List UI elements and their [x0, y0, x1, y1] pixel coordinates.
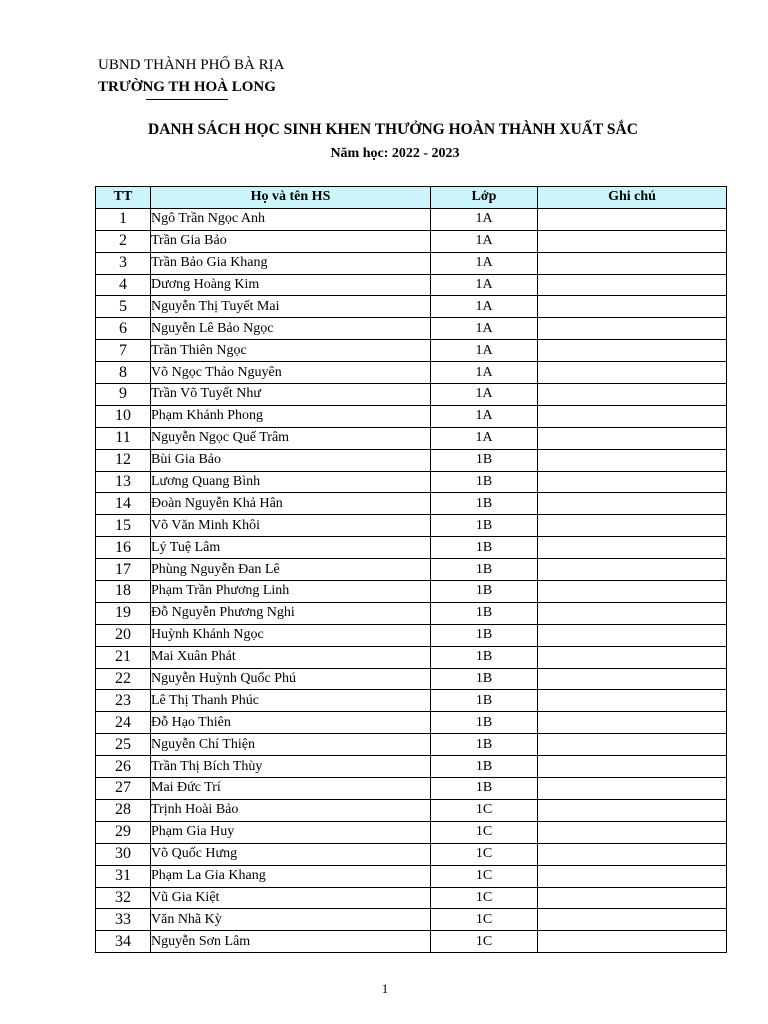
table-row: [96, 515, 727, 537]
student-name: Nguyễn Lê Bảo Ngọc: [151, 318, 431, 340]
table-row: [96, 230, 727, 252]
table-row: [96, 712, 727, 734]
row-number: 26: [96, 756, 151, 778]
student-class: 1A: [431, 208, 538, 230]
student-name: Phạm Gia Huy: [151, 821, 431, 843]
student-note: [538, 865, 727, 887]
row-number: 33: [96, 909, 151, 931]
table-row: [96, 734, 727, 756]
student-name: Trần Gia Bảo: [151, 230, 431, 252]
student-note: [538, 340, 727, 362]
table-row: [96, 384, 727, 406]
student-class: 1C: [431, 865, 538, 887]
student-class: 1A: [431, 274, 538, 296]
student-class: 1B: [431, 734, 538, 756]
table-row: [96, 340, 727, 362]
student-name: Trần Thị Bích Thùy: [151, 756, 431, 778]
school-name-underline: [146, 99, 228, 100]
column-header-class: Lớp: [431, 187, 538, 209]
row-number: 5: [96, 296, 151, 318]
table-row: [96, 778, 727, 800]
row-number: 9: [96, 384, 151, 406]
student-note: [538, 690, 727, 712]
student-note: [538, 931, 727, 953]
student-class: 1B: [431, 756, 538, 778]
student-note: [538, 362, 727, 384]
student-name: Nguyễn Thị Tuyết Mai: [151, 296, 431, 318]
student-note: [538, 274, 727, 296]
student-class: 1B: [431, 646, 538, 668]
student-name: Võ Văn Minh Khôi: [151, 515, 431, 537]
student-name: Vũ Gia Kiệt: [151, 887, 431, 909]
row-number: 19: [96, 602, 151, 624]
student-class: 1A: [431, 405, 538, 427]
row-number: 34: [96, 931, 151, 953]
row-number: 11: [96, 427, 151, 449]
student-name: Phạm La Gia Khang: [151, 865, 431, 887]
student-name: Võ Ngọc Thảo Nguyên: [151, 362, 431, 384]
student-note: [538, 384, 727, 406]
table-row: [96, 690, 727, 712]
row-number: 14: [96, 493, 151, 515]
student-class: 1B: [431, 515, 538, 537]
student-note: [538, 471, 727, 493]
table-row: [96, 471, 727, 493]
column-header-note: Ghi chú: [538, 187, 727, 209]
row-number: 18: [96, 581, 151, 603]
row-number: 12: [96, 449, 151, 471]
student-note: [538, 843, 727, 865]
table-row: [96, 362, 727, 384]
student-note: [538, 712, 727, 734]
student-class: 1B: [431, 493, 538, 515]
student-name: Huỳnh Khánh Ngọc: [151, 624, 431, 646]
student-name: Mai Đức Trí: [151, 778, 431, 800]
table-body: [96, 208, 727, 952]
student-name: Phạm Trần Phương Linh: [151, 581, 431, 603]
student-note: [538, 821, 727, 843]
student-class: 1B: [431, 537, 538, 559]
school-name: TRƯỜNG TH HOÀ LONG: [98, 79, 276, 95]
student-name: Lê Thị Thanh Phúc: [151, 690, 431, 712]
table-row: [96, 799, 727, 821]
row-number: 22: [96, 668, 151, 690]
student-note: [538, 778, 727, 800]
school-year: Năm học: 2022 - 2023: [330, 146, 460, 161]
student-class: 1B: [431, 712, 538, 734]
student-note: [538, 799, 727, 821]
table-header-row: [96, 187, 727, 209]
student-name: Đỗ Hạo Thiên: [151, 712, 431, 734]
page-number: 1: [381, 981, 389, 996]
student-name: Trịnh Hoài Bảo: [151, 799, 431, 821]
table-row: [96, 865, 727, 887]
student-note: [538, 449, 727, 471]
table-row: [96, 318, 727, 340]
student-class: 1B: [431, 559, 538, 581]
student-name: Văn Nhã Kỳ: [151, 909, 431, 931]
student-note: [538, 668, 727, 690]
student-note: [538, 318, 727, 340]
table-row: [96, 559, 727, 581]
student-name: Trần Thiên Ngọc: [151, 340, 431, 362]
table-row: [96, 602, 727, 624]
table-row: [96, 537, 727, 559]
student-class: 1A: [431, 318, 538, 340]
student-name: Ngô Trần Ngọc Anh: [151, 208, 431, 230]
student-class: 1C: [431, 887, 538, 909]
student-note: [538, 427, 727, 449]
table-row: [96, 208, 727, 230]
student-class: 1B: [431, 778, 538, 800]
student-name: Phùng Nguyễn Đan Lê: [151, 559, 431, 581]
row-number: 7: [96, 340, 151, 362]
row-number: 1: [96, 208, 151, 230]
student-class: 1C: [431, 799, 538, 821]
student-note: [538, 624, 727, 646]
table-row: [96, 624, 727, 646]
row-number: 3: [96, 252, 151, 274]
row-number: 30: [96, 843, 151, 865]
student-class: 1B: [431, 602, 538, 624]
row-number: 13: [96, 471, 151, 493]
table-row: [96, 296, 727, 318]
student-class: 1B: [431, 449, 538, 471]
student-name: Dương Hoàng Kim: [151, 274, 431, 296]
row-number: 4: [96, 274, 151, 296]
student-note: [538, 493, 727, 515]
table-row: [96, 646, 727, 668]
student-class: 1A: [431, 252, 538, 274]
row-number: 21: [96, 646, 151, 668]
row-number: 17: [96, 559, 151, 581]
student-name: Nguyễn Chí Thiện: [151, 734, 431, 756]
student-note: [538, 602, 727, 624]
student-name: Phạm Khánh Phong: [151, 405, 431, 427]
student-class: 1B: [431, 690, 538, 712]
student-class: 1A: [431, 427, 538, 449]
student-note: [538, 756, 727, 778]
row-number: 24: [96, 712, 151, 734]
student-name: Nguyễn Ngọc Quế Trâm: [151, 427, 431, 449]
student-class: 1B: [431, 581, 538, 603]
column-header-name: Họ và tên HS: [151, 187, 431, 209]
row-number: 16: [96, 537, 151, 559]
student-name: Mai Xuân Phát: [151, 646, 431, 668]
row-number: 27: [96, 778, 151, 800]
row-number: 23: [96, 690, 151, 712]
student-name: Bùi Gia Bảo: [151, 449, 431, 471]
student-class: 1B: [431, 624, 538, 646]
student-class: 1A: [431, 296, 538, 318]
row-number: 2: [96, 230, 151, 252]
student-name: Võ Quốc Hưng: [151, 843, 431, 865]
column-header-tt: TT: [96, 187, 151, 209]
student-award-table: [95, 186, 727, 953]
student-name: Lý Tuệ Lâm: [151, 537, 431, 559]
table-row: [96, 493, 727, 515]
student-class: 1A: [431, 340, 538, 362]
row-number: 29: [96, 821, 151, 843]
student-note: [538, 296, 727, 318]
student-note: [538, 252, 727, 274]
row-number: 28: [96, 799, 151, 821]
student-note: [538, 581, 727, 603]
student-class: 1A: [431, 384, 538, 406]
student-name: Nguyễn Huỳnh Quốc Phú: [151, 668, 431, 690]
row-number: 20: [96, 624, 151, 646]
student-note: [538, 646, 727, 668]
student-name: Trần Bảo Gia Khang: [151, 252, 431, 274]
student-note: [538, 559, 727, 581]
row-number: 31: [96, 865, 151, 887]
student-note: [538, 734, 727, 756]
student-class: 1A: [431, 230, 538, 252]
student-note: [538, 887, 727, 909]
student-note: [538, 230, 727, 252]
student-class: 1C: [431, 931, 538, 953]
student-note: [538, 405, 727, 427]
student-note: [538, 208, 727, 230]
student-class: 1C: [431, 909, 538, 931]
table-row: [96, 252, 727, 274]
table-row: [96, 668, 727, 690]
student-note: [538, 909, 727, 931]
table-row: [96, 887, 727, 909]
student-class: 1C: [431, 843, 538, 865]
student-name: Đỗ Nguyễn Phương Nghi: [151, 602, 431, 624]
row-number: 15: [96, 515, 151, 537]
table-row: [96, 427, 727, 449]
student-name: Lương Quang Bình: [151, 471, 431, 493]
student-class: 1B: [431, 668, 538, 690]
student-name: Trần Võ Tuyết Như: [151, 384, 431, 406]
student-name: Đoàn Nguyễn Khả Hân: [151, 493, 431, 515]
table-row: [96, 843, 727, 865]
row-number: 25: [96, 734, 151, 756]
student-note: [538, 515, 727, 537]
table-row: [96, 931, 727, 953]
row-number: 8: [96, 362, 151, 384]
table-row: [96, 405, 727, 427]
student-note: [538, 537, 727, 559]
table-row: [96, 909, 727, 931]
table-row: [96, 756, 727, 778]
row-number: 32: [96, 887, 151, 909]
table-row: [96, 274, 727, 296]
student-class: 1B: [431, 471, 538, 493]
student-name: Nguyễn Sơn Lâm: [151, 931, 431, 953]
table-row: [96, 821, 727, 843]
student-class: 1A: [431, 362, 538, 384]
organization-name: UBND THÀNH PHỐ BÀ RỊA: [98, 57, 285, 73]
row-number: 6: [96, 318, 151, 340]
document-title: DANH SÁCH HỌC SINH KHEN THƯỞNG HOÀN THÀNH XUẤT SẮC: [148, 121, 638, 138]
row-number: 10: [96, 405, 151, 427]
student-class: 1C: [431, 821, 538, 843]
table-row: [96, 449, 727, 471]
table-row: [96, 581, 727, 603]
